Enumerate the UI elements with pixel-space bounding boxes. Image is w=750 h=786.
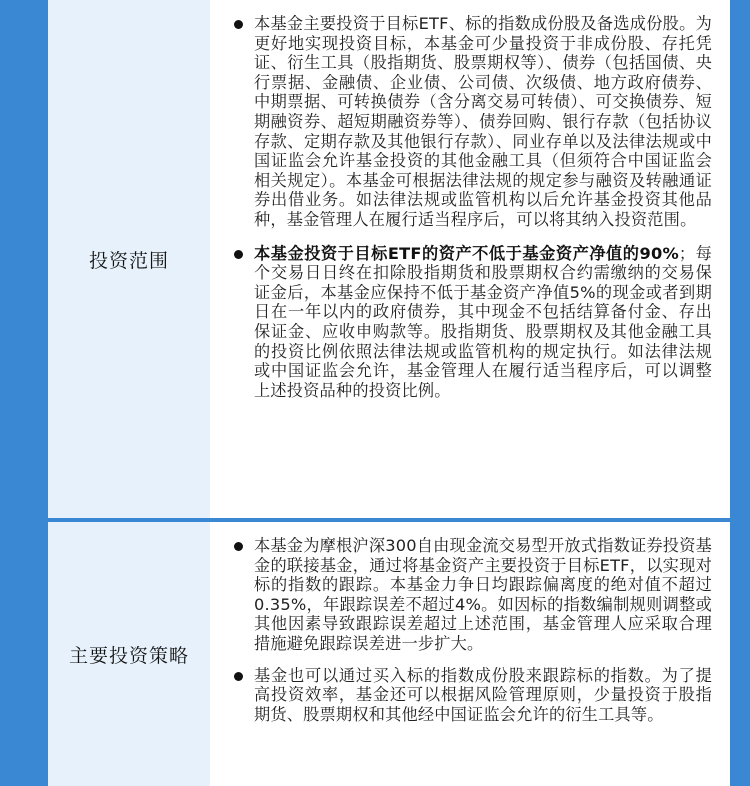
bullet-text: ；每个交易日日终在扣除股指期货和股票期权合约需缴纳的交易保证金后，本基金应保持不低于基金资产净值5%的现金或者到期日在一年以内的政府债券，其中现金不包括结算备付金、存出保证金、应收申购款等。股指期货、股票期权及其他金融工具的投资比例依照法律法规或监管机构的规定执行。如法律法规或中国证监会允许，基金管理人在履行适当程序后，可以调整上述投资品种的投资比例。	[254, 243, 712, 400]
bullet-list	[234, 536, 712, 724]
bullet-text: 基金也可以通过买入标的指数成份股来跟踪标的指数。为了提高投资效率，基金还可以根据风险管理原则，少量投资于股指期货、股票期权和其他经中国证监会允许的衍生工具等。	[254, 665, 712, 724]
bullet-bold-text: 本基金投资于目标ETF的资产不低于基金资产净值的90%	[254, 243, 679, 263]
table-row-investment-strategy	[48, 522, 730, 786]
bullet-text: 本基金主要投资于目标ETF、标的指数成份股及备选成份股。为更好地实现投资目标，本基金可少量投资于非成份股、存托凭证、衍生工具（股指期货、股票期权等）、债券（包括国债、央行票据、金融债、企业债、公司债、次级债、地方政府债券、中期票据、可转换债券（含分离交易可转债）、可交换债券、短期融资券、超短期融资券等）、债券回购、银行存款（包括协议存款、定期存款及其他银行存款）、同业存单以及法律法规或中国证监会允许基金投资的其他金融工具（但须符合中国证监会相关规定）。本基金可根据法律法规的规定参与融资及转融通证券出借业务。如法律法规或监管机构以后允许基金投资其他品种，基金管理人在履行适当程序后，可以将其纳入投资范围。	[254, 14, 712, 229]
row-content-investment-strategy	[214, 522, 730, 786]
row-content-investment-scope	[214, 0, 730, 518]
list-item	[234, 666, 712, 725]
bullet-dot-icon	[234, 672, 243, 681]
list-item	[234, 14, 712, 230]
bullet-list	[234, 14, 712, 400]
bullet-text: 本基金为摩根沪深300自由现金流交易型开放式指数证券投资基金的联接基金，通过将基金资产主要投资于目标ETF，以实现对标的指数的跟踪。本基金力争日均跟踪偏离度的绝对值不超过0.35%，年跟踪误差不超过4%。如因标的指数编制规则调整或其他因素导致跟踪误差超过上述范围，基金管理人应采取合理措施避免跟踪误差进一步扩大。	[254, 536, 712, 653]
row-label-investment-scope: 投资范围	[48, 0, 210, 518]
bullet-dot-icon	[234, 20, 243, 29]
list-item	[234, 244, 712, 401]
list-item	[234, 536, 712, 654]
row-label-investment-strategy: 主要投资策略	[48, 522, 210, 786]
table-row-investment-scope	[48, 0, 730, 518]
fund-info-table	[48, 0, 730, 786]
bullet-dot-icon	[234, 250, 243, 259]
bullet-dot-icon	[234, 542, 243, 551]
